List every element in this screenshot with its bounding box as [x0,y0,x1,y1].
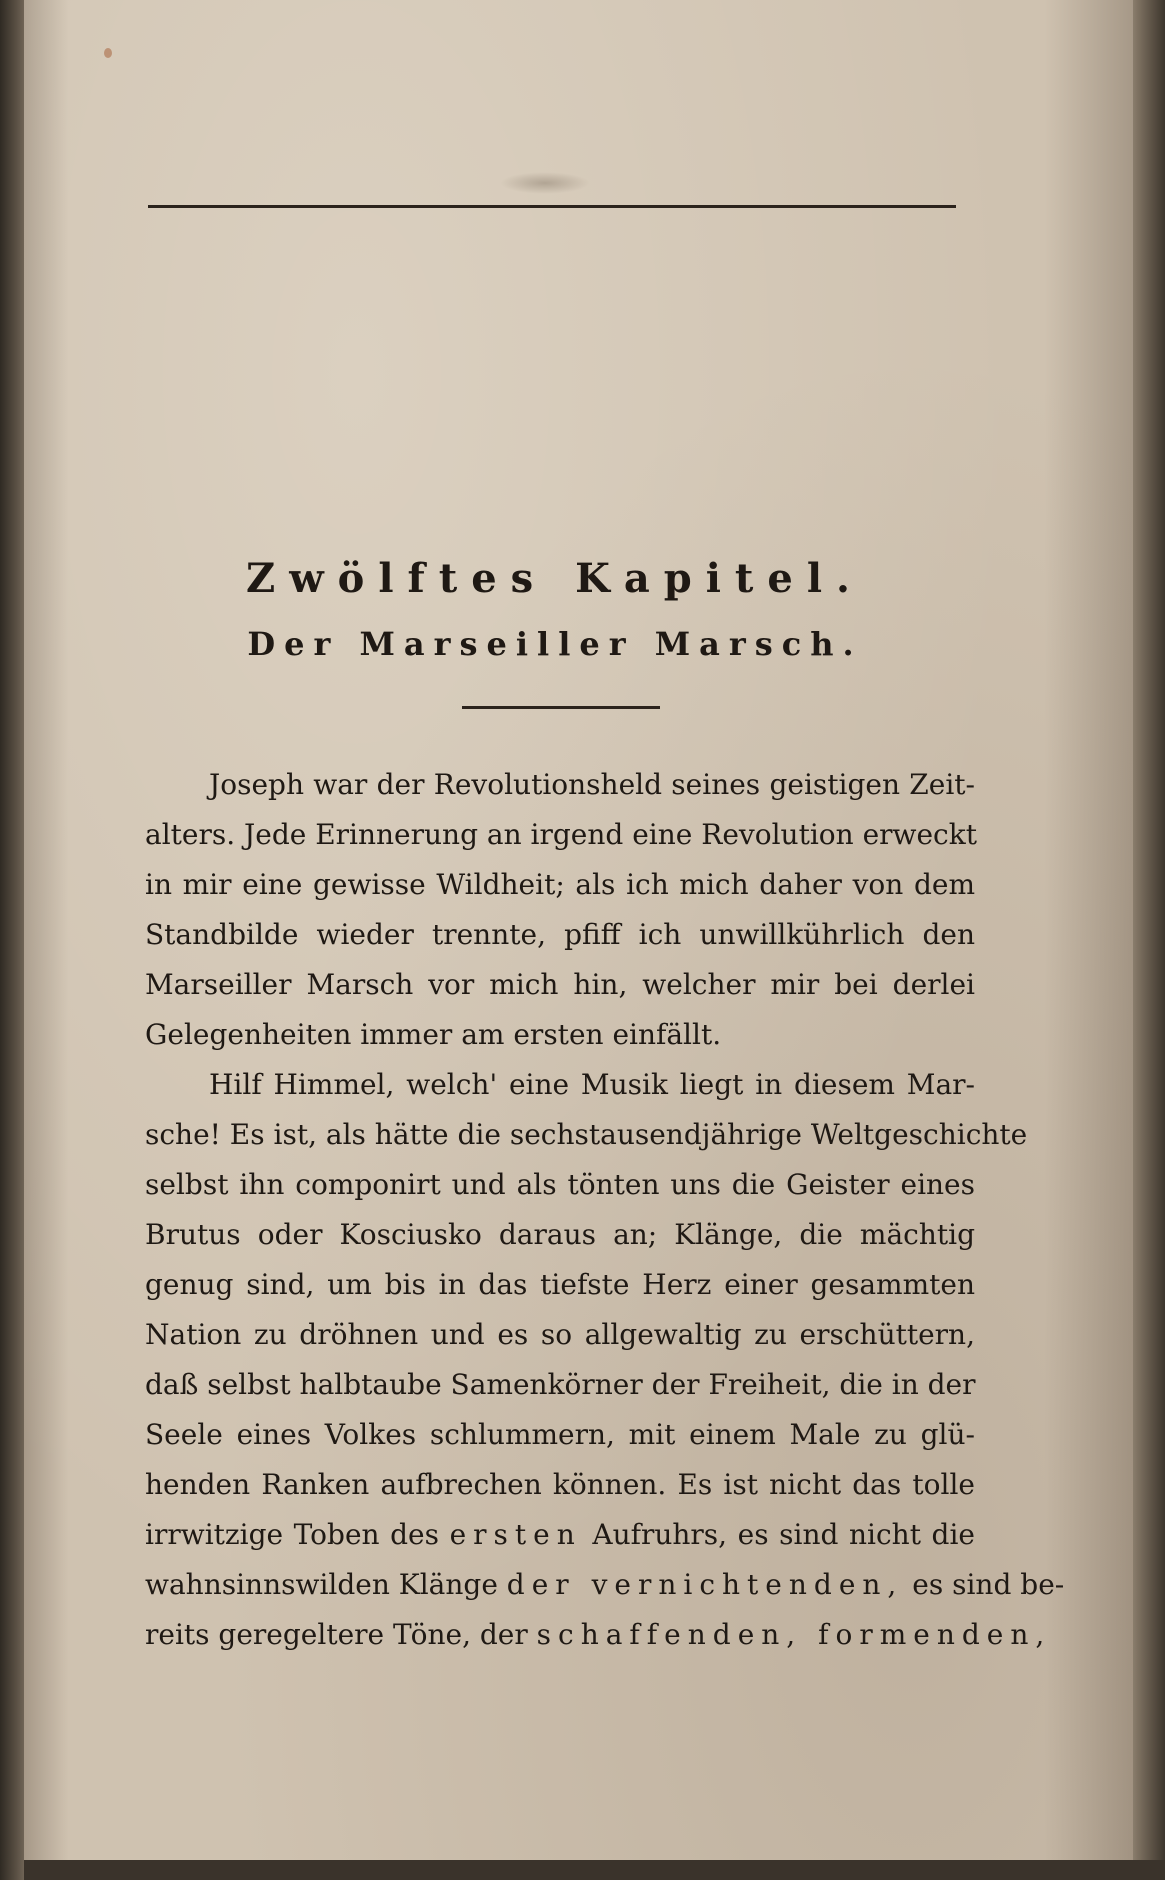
text-line: Gelegenheiten immer am ersten einfällt. [145,1018,722,1051]
section-divider-rule [462,706,660,709]
body-text [145,760,1065,1660]
text-line: selbst ihn componirt und als tönten uns die Geister eines [145,1168,975,1201]
text-line: in mir eine gewisse Wildheit; als ich mich daher von dem [145,868,975,901]
text-line: Hilf Himmel, welch' eine Musik liegt in diesem Mar- [209,1068,975,1101]
chapter-title: Zwölftes Kapitel. [246,555,864,602]
book-spine-edge [0,0,24,1880]
text-line: Joseph war der Revolutionsheld seines geistigen Zeit- [209,768,975,801]
text-line [145,1510,975,1560]
text-line: Marseiller Marsch vor mich hin, welcher mir bei derlei [145,968,975,1001]
text-line: sche! Es ist, als hätte die sechstausendjährige Weltgeschichte [145,1118,1028,1151]
text-line: Standbilde wieder trennte, pfiff ich unwillkührlich den [145,918,975,951]
text-line: Seele eines Volkes schlummern, mit einem Male zu glü- [145,1418,975,1451]
page-stack-edge [1133,0,1165,1880]
page-bottom-edge [24,1860,1165,1880]
paper-stain [104,48,112,58]
text-line: genug sind, um bis in das tiefste Herz einer gesammten [145,1268,975,1301]
emphasized-text: schaffenden, formenden, [536,1618,1052,1651]
header-rule [148,205,956,208]
show-through-text [150,240,980,760]
running-head-mark [500,172,590,194]
emphasized-text: ersten [449,1518,582,1551]
text-run: reits geregeltere Töne, der [145,1618,528,1651]
text-line: Brutus oder Kosciusko daraus an; Klänge, die mächtig [145,1218,975,1251]
chapter-subtitle: Der Marseiller Marsch. [247,625,863,663]
text-run: es sind be- [912,1568,1065,1601]
text-line: alters. Jede Erinnerung an irgend eine Revolution erweckt [145,818,977,851]
text-run: wahnsinnswilden Klänge [145,1568,498,1601]
text-line: daß selbst halbtaube Samenkörner der Freiheit, die in der [145,1368,976,1401]
emphasized-text: der vernichtenden, [506,1568,904,1601]
text-line [145,1560,1065,1610]
text-run: Aufruhrs, es sind nicht die [592,1518,975,1551]
text-run: irrwitzige Toben des [145,1518,439,1551]
text-line [145,1610,1052,1660]
text-line: henden Ranken aufbrechen können. Es ist nicht das tolle [145,1468,975,1501]
text-line: Nation zu dröhnen und es so allgewaltig zu erschüttern, [145,1318,975,1351]
